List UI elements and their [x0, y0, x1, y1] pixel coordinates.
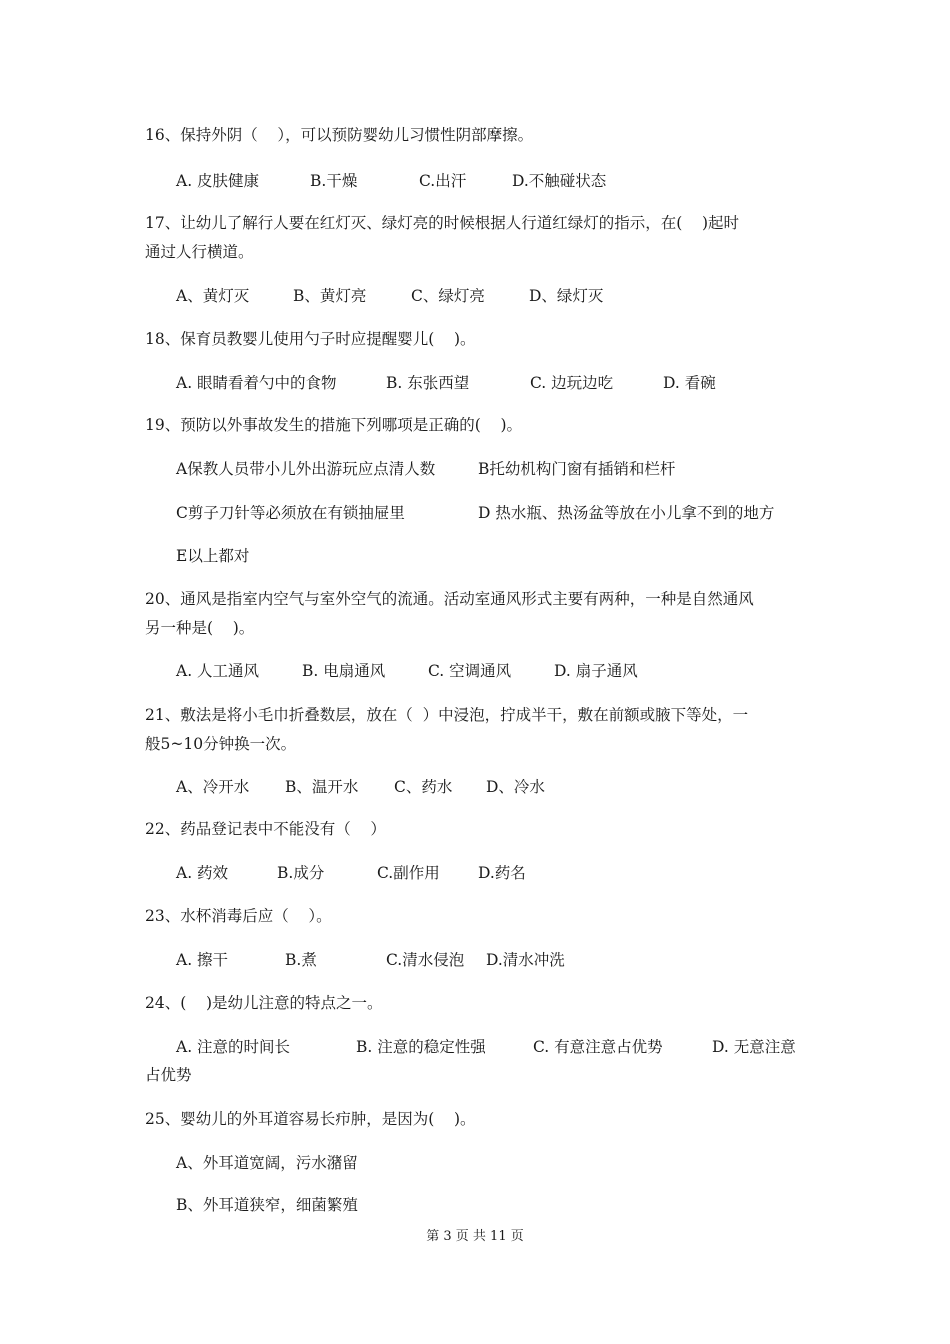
question-19-option-a: A保教人员带小儿外出游玩应点清人数: [176, 460, 436, 478]
question-17-option-a: A、黄灯灭: [176, 287, 250, 305]
question-21-option-c: C、药水: [394, 778, 453, 796]
question-19-option-b: B托幼机构门窗有插销和栏杆: [478, 460, 676, 478]
question-22-stem: 22、药品登记表中不能没有（ ）: [145, 820, 386, 838]
question-18-option-d: D. 看碗: [663, 374, 716, 392]
question-21-option-a: A、冷开水: [176, 778, 250, 796]
question-24-stem: 24、( )是幼儿注意的特点之一。: [145, 994, 383, 1012]
question-17-stem-line-1: 17、让幼儿了解行人要在红灯灭、绿灯亮的时候根据人行道红绿灯的指示，在( )起时: [145, 214, 740, 232]
question-19-option-d: D 热水瓶、热汤盆等放在小儿拿不到的地方: [478, 504, 775, 522]
question-16-option-a: A. 皮肤健康: [176, 172, 260, 190]
question-19-option-e: E以上都对: [176, 547, 250, 565]
question-17-option-d: D、绿灯灭: [529, 287, 604, 305]
question-16-option-b: B.干燥: [310, 172, 358, 190]
question-21-stem-line-1: 21、敷法是将小毛巾折叠数层，放在（ ）中浸泡，拧成半干，敷在前额或腋下等处，一: [145, 706, 749, 724]
question-25-stem: 25、婴幼儿的外耳道容易长疖肿，是因为( )。: [145, 1110, 476, 1128]
question-25-option-b: B、外耳道狭窄，细菌繁殖: [176, 1196, 358, 1214]
question-24-option-c: C. 有意注意占优势: [533, 1038, 663, 1056]
question-19-option-c: C剪子刀针等必须放在有锁抽屉里: [176, 504, 405, 522]
question-21-stem-line-2: 般5~10分钟换一次。: [145, 735, 297, 753]
question-20-option-a: A. 人工通风: [176, 662, 260, 680]
question-16-option-c: C.出汗: [419, 172, 467, 190]
question-18-option-b: B. 东张西望: [386, 374, 470, 392]
question-19-stem: 19、预防以外事故发生的措施下列哪项是正确的( )。: [145, 416, 523, 434]
question-22-option-b: B.成分: [277, 864, 325, 882]
question-22-option-c: C.副作用: [377, 864, 440, 882]
question-18-option-c: C. 边玩边吃: [530, 374, 614, 392]
question-22-option-d: D.药名: [478, 864, 526, 882]
question-21-option-d: D、冷水: [486, 778, 545, 796]
question-20-stem-line-2: 另一种是( )。: [145, 619, 255, 637]
question-24-option-a: A. 注意的时间长: [176, 1038, 291, 1056]
question-20-option-b: B. 电扇通风: [302, 662, 386, 680]
question-23-option-a: A. 擦干: [176, 951, 229, 969]
question-23-option-d: D.清水冲洗: [486, 951, 565, 969]
question-18-option-a: A. 眼睛看着勺中的食物: [176, 374, 337, 392]
question-22-option-a: A. 药效: [176, 864, 229, 882]
question-24-option-d-wrap: 占优势: [145, 1066, 192, 1084]
question-23-option-c: C.清水侵泡: [386, 951, 465, 969]
question-23-option-b: B.煮: [285, 951, 317, 969]
question-21-option-b: B、温开水: [285, 778, 359, 796]
question-20-stem-line-1: 20、通风是指室内空气与室外空气的流通。活动室通风形式主要有两种，一种是自然通风: [145, 590, 754, 608]
question-23-stem: 23、水杯消毒后应（ ）。: [145, 907, 332, 925]
question-24-option-d: D. 无意注意: [712, 1038, 796, 1056]
question-16-stem: 16、保持外阴（ ），可以预防婴幼儿习惯性阴部摩擦。: [145, 126, 534, 144]
question-17-stem-line-2: 通过人行横道。: [145, 243, 254, 261]
question-18-stem: 18、保育员教婴儿使用勺子时应提醒婴儿( )。: [145, 330, 476, 348]
question-17-option-b: B、黄灯亮: [293, 287, 367, 305]
question-20-option-d: D. 扇子通风: [554, 662, 638, 680]
question-16-option-d: D.不触碰状态: [512, 172, 607, 190]
question-24-option-b: B. 注意的稳定性强: [356, 1038, 486, 1056]
question-25-option-a: A、外耳道宽阔，污水潴留: [176, 1154, 358, 1172]
question-20-option-c: C. 空调通风: [428, 662, 512, 680]
page-number-footer: 第 3 页 共 11 页: [426, 1229, 524, 1244]
question-17-option-c: C、绿灯亮: [411, 287, 485, 305]
